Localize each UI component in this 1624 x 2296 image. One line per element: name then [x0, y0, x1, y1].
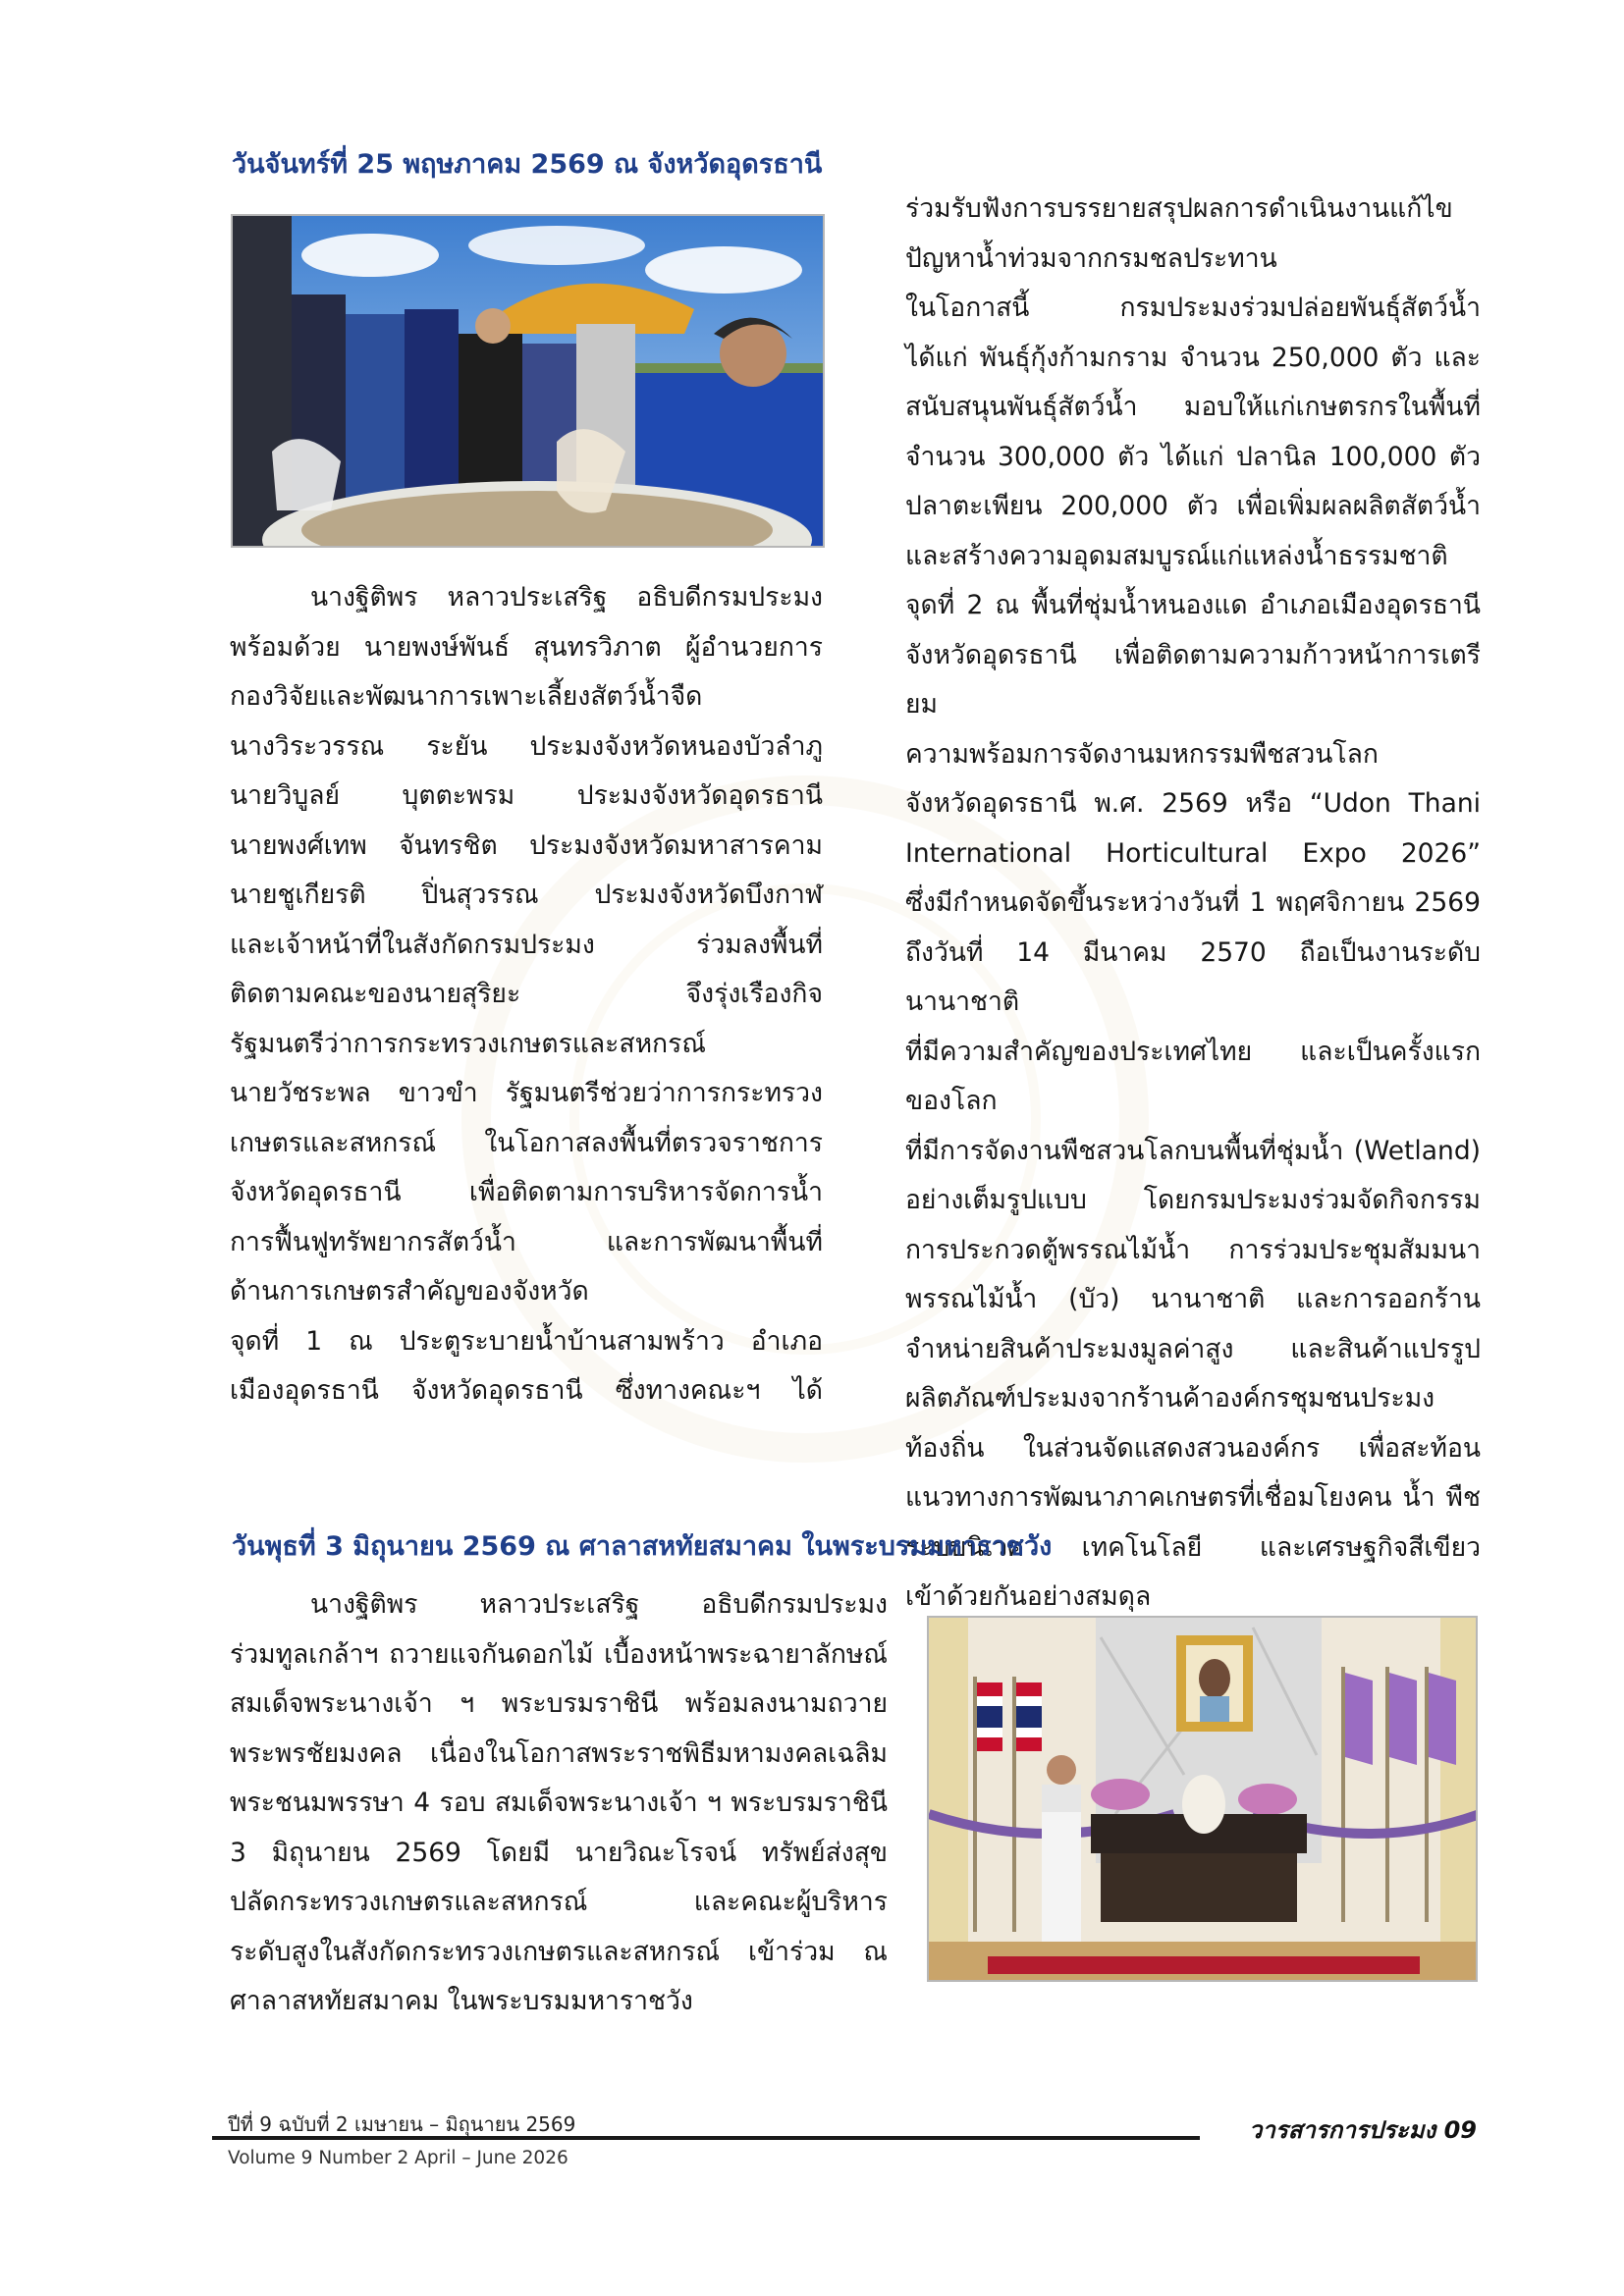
body-line: และเจ้าหน้าที่ในสังกัดกรมประมง ร่วมลงพื้นที่ [230, 929, 823, 960]
body-line: พระชนมพรรษา 4 รอบ สมเด็จพระนางเจ้า ฯ พระบรมราชินี [230, 1788, 888, 1818]
body-line: นางฐิติพร หลาวประเสริฐ อธิบดีกรมประมง [310, 1589, 888, 1620]
body-line: การฟื้นฟูทรัพยากรสัตว์น้ำ และการพัฒนาพื้นที่ [230, 1226, 823, 1257]
body-line: ปลาตะเพียน 200,000 ตัว เพื่อเพิ่มผลผลิตสัตว์น้ำ [905, 491, 1481, 521]
body-line: จุดที่ 2 ณ พื้นที่ชุ่มน้ำหนองแด อำเภอเมืองอุดรธานี [905, 590, 1481, 620]
body-line: ความพร้อมการจัดงานมหกรรมพืชสวนโลก [905, 738, 1379, 770]
body-line: นายพงศ์เทพ จันทรชิต ประมงจังหวัดมหาสารคาม [230, 829, 823, 861]
body-line: จังหวัดอุดรธานี พ.ศ. 2569 หรือ “Udon Thani [905, 788, 1481, 819]
body-line: ท้องถิ่น ในส่วนจัดแสดงสวนองค์กร เพื่อสะท้อน [905, 1432, 1481, 1464]
section2-text [230, 1580, 888, 2027]
issue-english: Volume 9 Number 2 April – June 2026 [228, 2148, 568, 2168]
body-line: ได้แก่ พันธุ์กุ้งก้ามกราม จำนวน 250,000 ตัว และ [905, 342, 1481, 373]
body-line: ที่มีความสำคัญของประเทศไทย และเป็นครั้งแรกของโลก [905, 1036, 1481, 1116]
body-line: ผลิตภัณฑ์ประมงจากร้านค้าองค์กรชุมชนประมง [905, 1383, 1435, 1414]
royal-ceremony-photo [927, 1616, 1478, 1982]
journal-page-label: วารสารการประมง 09 [1248, 2116, 1477, 2144]
body-line: นายวิบูลย์ บุตตะพรม ประมงจังหวัดอุดรธานี [230, 780, 823, 811]
body-line: สนับสนุนพันธุ์สัตว์น้ำ มอบให้แก่เกษตรกรในพื้นที่ [905, 392, 1481, 422]
body-line: จำหน่ายสินค้าประมงมูลค่าสูง และสินค้าแปรรูป [905, 1333, 1481, 1364]
body-line: ในโอกาสนี้ กรมประมงร่วมปล่อยพันธุ์สัตว์น้ำ [905, 293, 1481, 323]
footer-rule [212, 2136, 1200, 2140]
section1-heading: วันจันทร์ที่ 25 พฤษภาคม 2569 ณ จังหวัดอุดรธานี [232, 149, 823, 180]
body-line: จุดที่ 1 ณ ประตูระบายน้ำบ้านสามพร้าว อำเภอ [230, 1325, 823, 1357]
body-line: เกษตรและสหกรณ์ ในโอกาสลงพื้นที่ตรวจราชการ [230, 1127, 823, 1158]
body-line: เมืองอุดรธานี จังหวัดอุดรธานี ซึ่งทางคณะฯ ได้ [230, 1375, 823, 1406]
section2-heading: วันพุธที่ 3 มิถุนายน 2569 ณ ศาลาสหทัยสมาคม ในพระบรมมหาราชวัง [232, 1531, 1053, 1562]
body-line: จำนวน 300,000 ตัว ได้แก่ ปลานิล 100,000 ตัว [905, 441, 1481, 472]
section1-right-column [905, 185, 1481, 1623]
body-line: ปัญหาน้ำท่วมจากกรมชลประทาน [905, 242, 1277, 274]
body-line: ติดตามคณะของนายสุริยะ จึงรุ่งเรืองกิจ [230, 979, 823, 1009]
body-line: ร่วมรับฟังการบรรยายสรุปผลการดำเนินงานแก้ไข [905, 193, 1453, 224]
body-line: นางฐิติพร หลาวประเสริฐ อธิบดีกรมประมง [310, 582, 823, 613]
body-line: ร่วมทูลเกล้าฯ ถวายแจกันดอกไม้ เบื้องหน้าพระฉายาลักษณ์ [230, 1638, 888, 1670]
body-line: กองวิจัยและพัฒนาการเพาะเลี้ยงสัตว์น้ำจืด [230, 681, 703, 712]
body-line: จังหวัดอุดรธานี เพื่อติดตามความก้าวหน้าการเตรียม [905, 639, 1481, 720]
body-line: แนวทางการพัฒนาภาคเกษตรที่เชื่อมโยงคน น้ำ พืช [905, 1482, 1481, 1513]
body-line: ด้านการเกษตรสำคัญของจังหวัด [230, 1276, 589, 1307]
body-line: สมเด็จพระนางเจ้า ฯ พระบรมราชินี พร้อมลงนามถวาย [230, 1688, 888, 1719]
body-line: ซึ่งมีกำหนดจัดขึ้นระหว่างวันที่ 1 พฤศจิกายน 2569 [905, 887, 1481, 918]
body-line: เข้าด้วยกันอย่างสมดุล [905, 1581, 1152, 1612]
body-line: International Horticultural Expo 2026” [905, 837, 1481, 869]
body-line: จังหวัดอุดรธานี เพื่อติดตามการบริหารจัดการน้ำ [230, 1177, 823, 1207]
body-line: ระดับสูงในสังกัดกระทรวงเกษตรและสหกรณ์ เข้าร่วม ณ [230, 1936, 888, 1967]
body-line: การประกวดตู้พรรณไม้น้ำ การร่วมประชุมสัมมนา [905, 1234, 1481, 1265]
body-line: ระบบนิเวศ เทคโนโลยี และเศรษฐกิจสีเขียว [905, 1531, 1481, 1563]
issue-thai: ปีที่ 9 ฉบับที่ 2 เมษายน – มิถุนายน 2569 [228, 2112, 576, 2136]
body-line: พร้อมด้วย นายพงษ์พันธ์ สุนทรวิภาต ผู้อำนวยการ [230, 631, 823, 663]
body-line: 3 มิถุนายน 2569 โดยมี นายวิณะโรจน์ ทรัพย์ส่งสุข [230, 1837, 888, 1868]
body-line: ปลัดกระทรวงเกษตรและสหกรณ์ และคณะผู้บริหาร [230, 1887, 888, 1917]
body-line: นางวิระวรรณ ระยัน ประมงจังหวัดหนองบัวลำภู [230, 730, 823, 762]
body-line: พรรณไม้น้ำ (บัว) นานาชาติ และการออกร้าน [905, 1284, 1481, 1314]
body-line: ที่มีการจัดงานพืชสวนโลกบนพื้นที่ชุ่มน้ำ (Wetland) [905, 1135, 1481, 1166]
fish-release-photo [231, 214, 825, 548]
body-line: ถึงวันที่ 14 มีนาคม 2570 ถือเป็นงานระดับนานาชาติ [905, 936, 1481, 1017]
body-line: ศาลาสหทัยสมาคม ในพระบรมมหาราชวัง [230, 1986, 693, 2016]
body-line: และสร้างความอุดมสมบูรณ์แก่แหล่งน้ำธรรมชาติ [905, 540, 1448, 571]
body-line: นายวัชระพล ขาวขำ รัฐมนตรีช่วยว่าการกระทรวง [230, 1078, 823, 1108]
body-line: พระพรชัยมงคล เนื่องในโอกาสพระราชพิธีมหามงคลเฉลิม [230, 1737, 888, 1769]
section1-left-column [230, 573, 823, 1416]
body-line: รัฐมนตรีว่าการกระทรวงเกษตรและสหกรณ์ [230, 1028, 706, 1059]
body-line: อย่างเต็มรูปแบบ โดยกรมประมงร่วมจัดกิจกรรม [905, 1185, 1481, 1215]
body-line: นายชูเกียรติ ปิ่นสุวรรณ ประมงจังหวัดบึงกาฬ [230, 880, 823, 910]
